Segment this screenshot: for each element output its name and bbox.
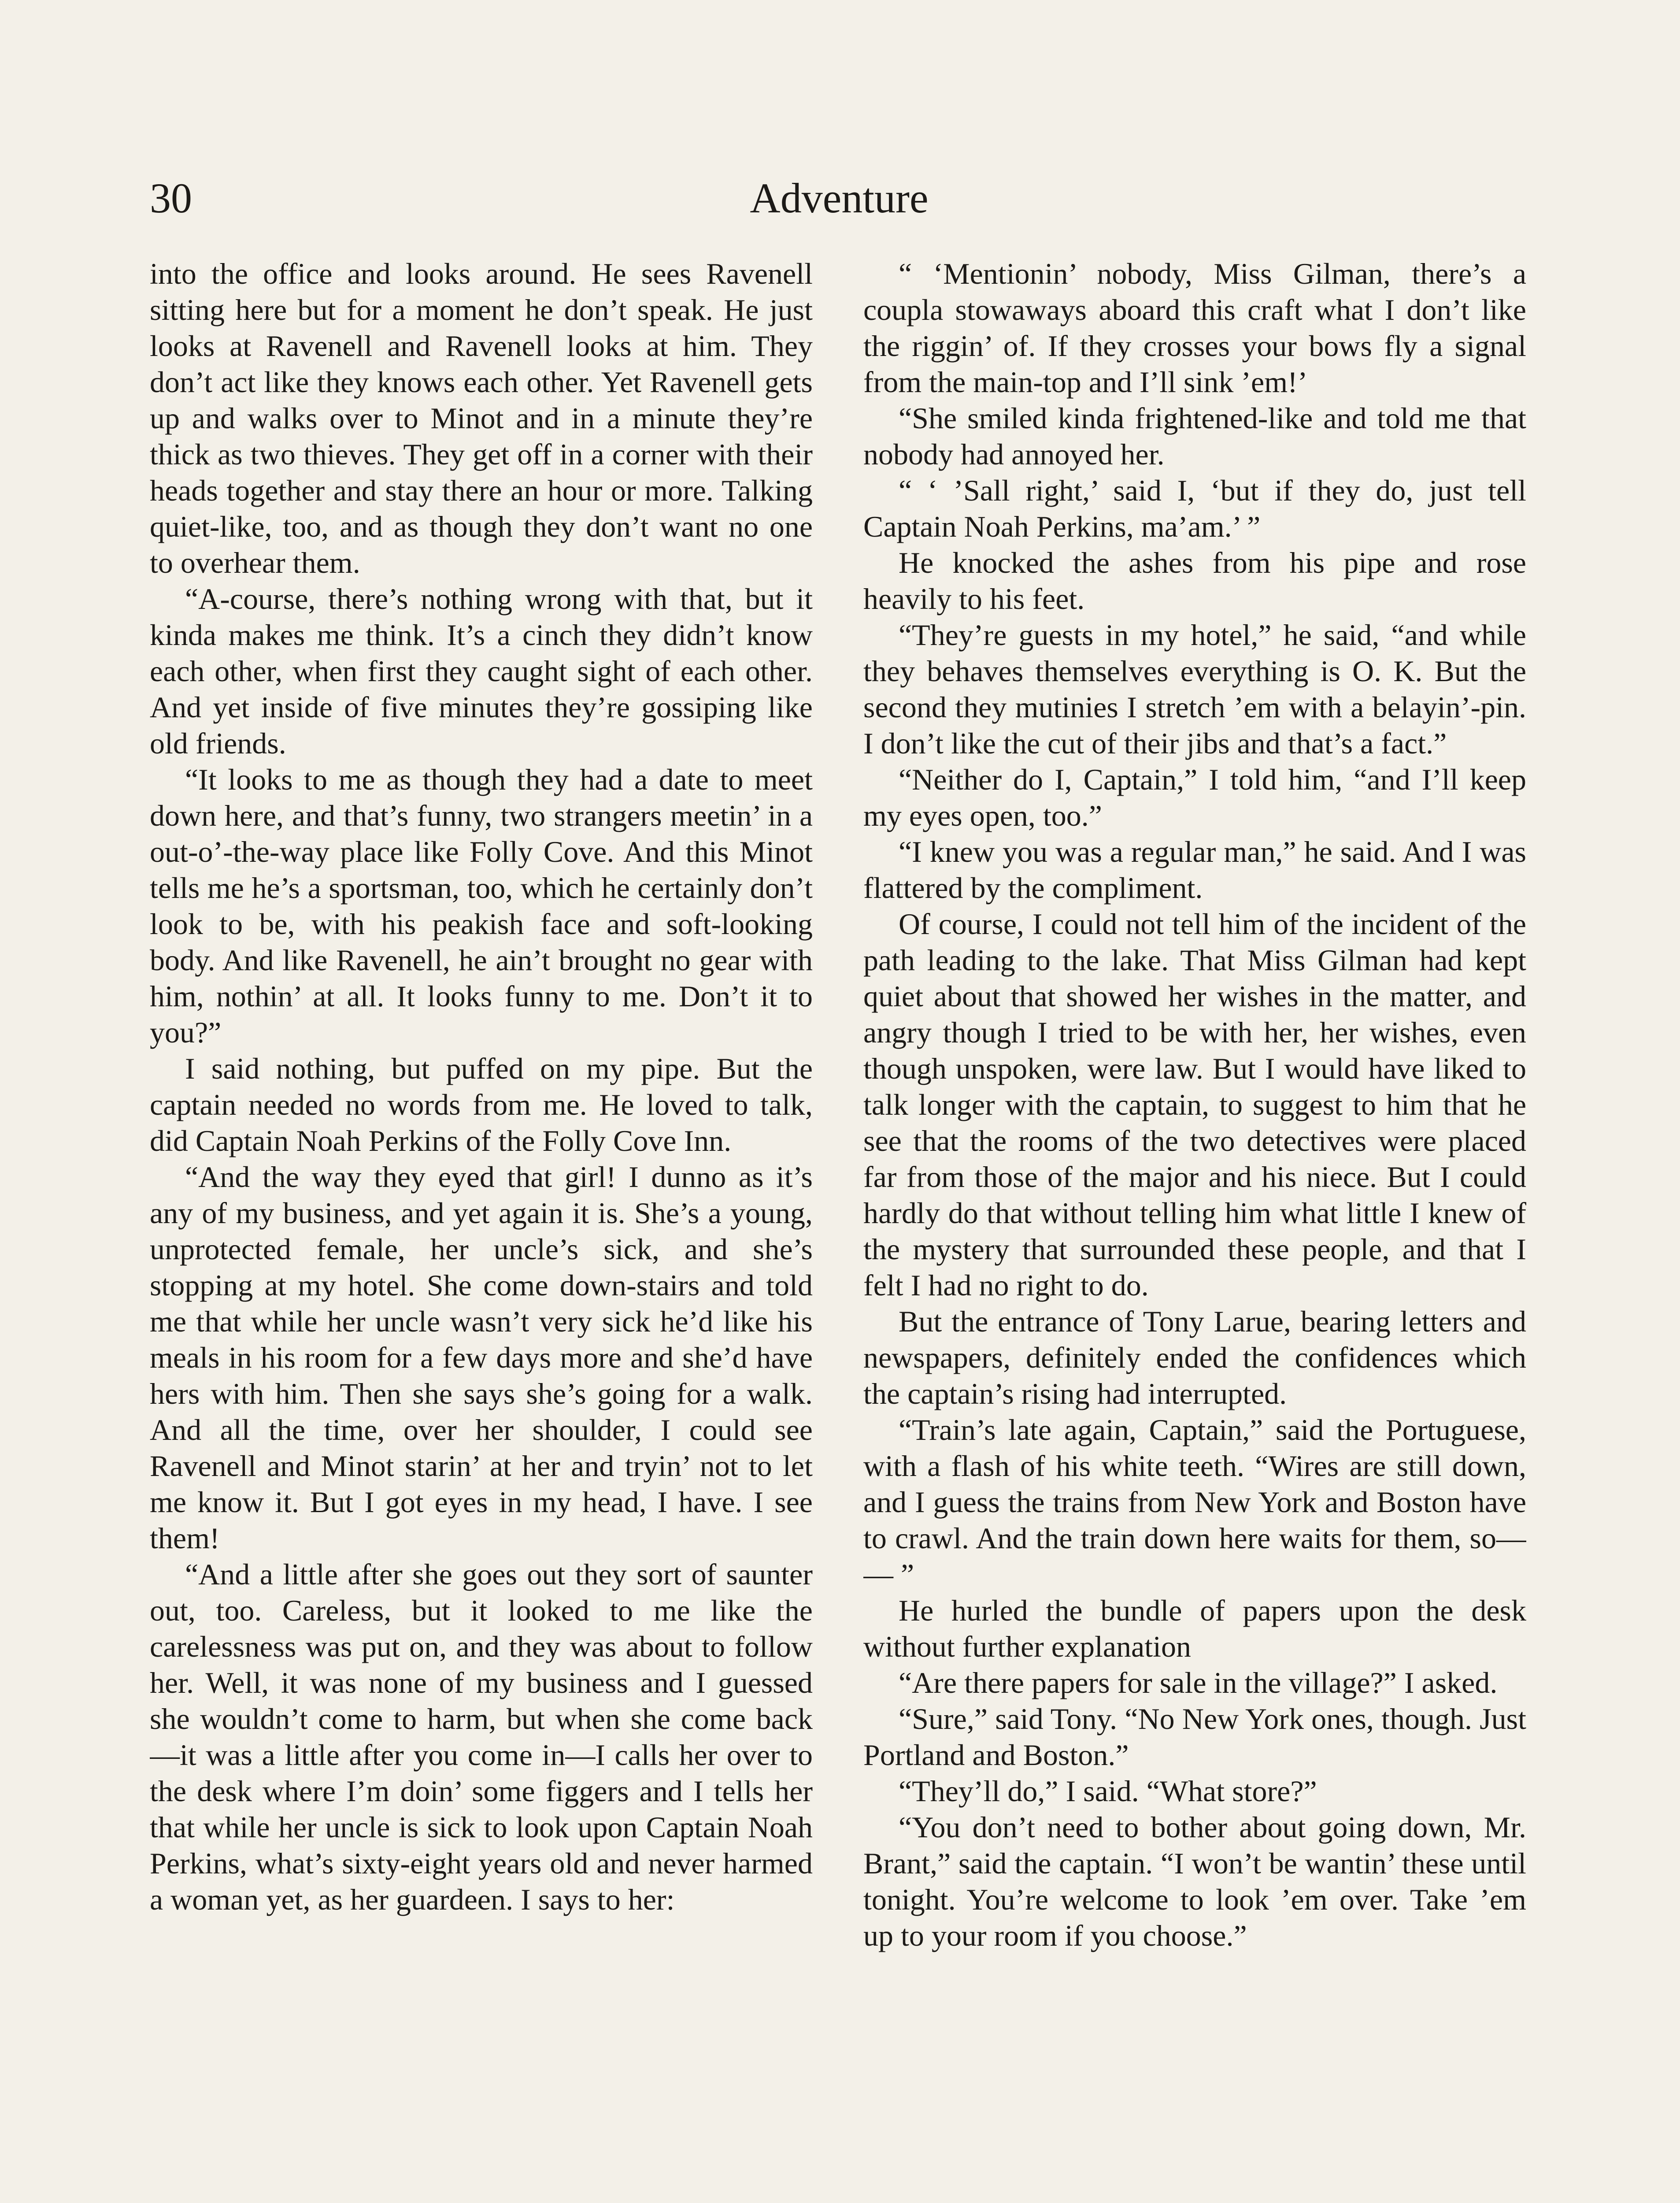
paragraph: I said nothing, but puffed on my pipe. But the captain needed no words from me. He loved to talk, did Captain Noah Perkins of the Folly Cove Inn. xyxy=(150,1052,813,1157)
right-column xyxy=(863,256,1526,2203)
paragraph: “And a little after she goes out they sort of saunter out, too. Careless, but it looked to me like the carelessness was put on, and they was about to follow her. Well, it was none of my business and I guessed she wouldn’t come to harm, but when she come back—it was a little after you come in—I calls her over to the desk where I’m doin’ some figgers and I tells her that while her uncle is sick to look upon Captain Noah Perkins, what’s sixty-eight years old and never harmed a woman yet, as her guardeen. I says to her: xyxy=(150,1558,813,1916)
running-title: Adventure xyxy=(750,174,929,222)
paragraph: into the office and looks around. He sees Ravenell sitting here but for a moment he don’t speak. He just looks at Ravenell and Ravenell looks at him. They don’t act like they knows each other. Yet Ravenell gets up and walks over to Minot and in a minute they’re thick as two thieves. They get off in a corner with their heads together and stay there an hour or more. Talking quiet-like, too, and as though they don’t want no one to overhear them. xyxy=(150,257,813,579)
paragraph: “ ‘Mentionin’ nobody, Miss Gilman, there’s a coupla stowaways aboard this craft what I don’t like the riggin’ of. If they crosses your bows fly a signal from the main-top and I’ll sink ’em!’ xyxy=(863,257,1526,399)
paragraph: But the entrance of Tony Larue, bearing letters and newspapers, definitely ended the confidences which the captain’s rising had interrupted. xyxy=(863,1305,1526,1410)
paragraph: “You don’t need to bother about going down, Mr. Brant,” said the captain. “I won’t be wantin’ these until tonight. You’re welcome to look ’em over. Take ’em up to your room if you choose.” xyxy=(863,1810,1526,1952)
paragraph: “Sure,” said Tony. “No New York ones, though. Just Portland and Boston.” xyxy=(863,1702,1526,1772)
page-header xyxy=(150,167,1528,229)
paragraph: “Neither do I, Captain,” I told him, “and I’ll keep my eyes open, too.” xyxy=(863,763,1526,832)
paragraph: Of course, I could not tell him of the incident of the path leading to the lake. That Miss Gilman had kept quiet about that showed her wishes in the matter, and angry though I tried to be with her, her wishes, even though unspoken, were law. But I would have liked to talk longer with the captain, to suggest to him that he see that the rooms of the two detectives were placed far from those of the major and his niece. But I could hardly do that without telling him what little I knew of the mystery that surrounded these people, and that I felt I had no right to do. xyxy=(863,907,1526,1302)
paragraph: “I knew you was a regular man,” he said. And I was flattered by the compliment. xyxy=(863,835,1526,905)
paragraph: “ ‘ ’Sall right,’ said I, ‘but if they do, just tell Captain Noah Perkins, ma’am.’ ” xyxy=(863,474,1526,543)
paragraph: “It looks to me as though they had a date to meet down here, and that’s funny, two strangers meetin’ in a out-o’-the-way place like Folly Cove. And this Minot tells me he’s a sportsman, too, which he certainly don’t look to be, with his peakish face and soft-looking body. And like Ravenell, he ain’t brought no gear with him, nothin’ at all. It looks funny to me. Don’t it to you?” xyxy=(150,763,813,1049)
paragraph: “And the way they eyed that girl! I dunno as it’s any of my business, and yet again it is. She’s a young, unprotected female, her uncle’s sick, and she’s stopping at my hotel. She come down-stairs and told me that while her uncle wasn’t very sick he’d like his meals in his room for a few days more and she’d have hers with him. Then she says she’s going for a walk. And all the time, over her shoulder, I could see Ravenell and Minot starin’ at her and tryin’ not to let me know it. But I got eyes in my head, I have. I see them! xyxy=(150,1160,813,1555)
paragraph: “They’ll do,” I said. “What store?” xyxy=(899,1774,1317,1808)
paragraph: “Train’s late again, Captain,” said the Portuguese, with a flash of his white teeth. “Wires are still down, and I guess the trains from New York and Boston have to crawl. And the train down here waits for them, so— — ” xyxy=(863,1413,1526,1591)
left-column xyxy=(150,256,813,2203)
page-number: 30 xyxy=(150,174,192,222)
paragraph: “A-course, there’s nothing wrong with that, but it kinda makes me think. It’s a cinch they didn’t know each other, when first they caught sight of each other. And yet inside of five minutes they’re gossiping like old friends. xyxy=(150,582,813,760)
paragraph: “Are there papers for sale in the village?” I asked. xyxy=(899,1666,1498,1699)
paragraph: “She smiled kinda frightened-like and told me that nobody had annoyed her. xyxy=(863,401,1526,471)
paragraph: He knocked the ashes from his pipe and rose heavily to his feet. xyxy=(863,546,1526,616)
paragraph: He hurled the bundle of papers upon the desk without further explanation xyxy=(863,1594,1526,1663)
paragraph: “They’re guests in my hotel,” he said, “and while they behaves themselves everything is O. K. But the second they mutinies I stretch ’em with a belayin’-pin. I don’t like the cut of their jibs and that’s a fact.” xyxy=(863,618,1526,760)
